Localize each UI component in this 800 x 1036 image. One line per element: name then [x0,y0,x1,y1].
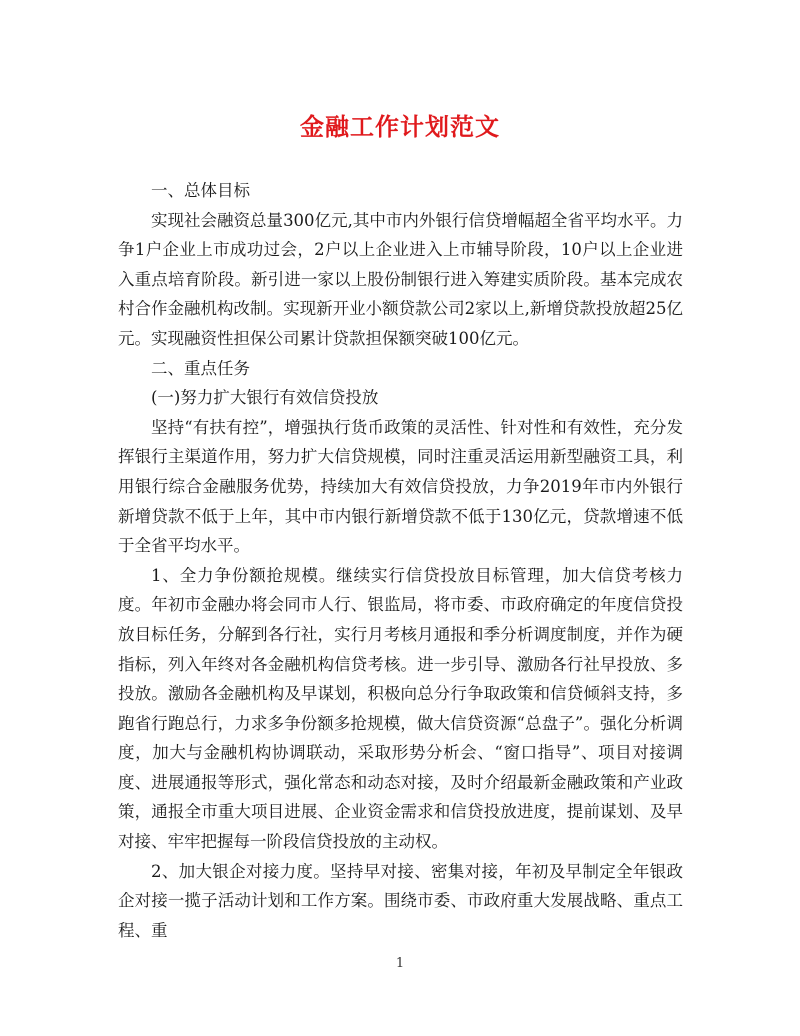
page-number: 1 [395,956,405,971]
paragraph-credit-policy: 坚持“有扶有控”，增强执行货币政策的灵活性、针对性和有效性，充分发挥银行主渠道作用，努力扩大信贷规模，同时注重灵活运用新型融资工具，利用银行综合金融服务优势，持续加大有效信贷投放，力争2019年市内外银行新增贷款不低于上年，其中市内银行新增贷款不低于130亿元，贷款增速不低于全省平均水平。 [118,417,683,556]
section-heading-key-tasks: 二、重点任务 [151,358,250,378]
paragraph-item-2: 2、加大银企对接力度。坚持早对接、密集对接，年初及早制定全年银政企对接一揽子活动计划和工作方案。围绕市委、市政府重大发展战略、重点工程、重 [118,861,683,940]
subsection-heading-credit: (一)努力扩大银行有效信贷投放 [151,388,379,408]
paragraph-overall-goals: 实现社会融资总量300亿元,其中市内外银行信贷增幅超全省平均水平。力争1户企业上市成功过会，2户以上企业进入上市辅导阶段，10户以上企业进入重点培育阶段。新引进一家以上股份制银行进入筹建实质阶段。基本完成农村合作金融机构改制。实现新开业小额贷款公司2家以上,新增贷款投放超25亿元。实现融资性担保公司累计贷款担保额突破100亿元。 [118,210,683,348]
paragraph-item-1: 1、全力争份额抢规模。继续实行信贷投放目标管理，加大信贷考核力度。年初市金融办将会同市人行、银监局，将市委、市政府确定的年度信贷投放目标任务，分解到各行社，实行月考核月通报和季分析调度制度，并作为硬指标，列入年终对各金融机构信贷考核。进一步引导、激励各行社早投放、多投放。激励各金融机构及早谋划，积极向总分行争取政策和信贷倾斜支持，多跑省行跑总行，力求多争份额多抢规模，做大信贷资源“总盘子”。强化分析调度，加大与金融机构协调联动，采取形势分析会、“窗口指导”、项目对接调度、进展通报等形式，强化常态和动态对接，及时介绍最新金融政策和产业政策，通报全市重大项目进展、企业资金需求和信贷投放进度，提前谋划、及早对接、牢牢把握每一阶段信贷投放的主动权。 [118,565,683,852]
document-title: 金融工作计划范文 [300,112,500,141]
document-body [118,176,683,945]
section-heading-overall-goals: 一、总体目标 [151,181,250,200]
